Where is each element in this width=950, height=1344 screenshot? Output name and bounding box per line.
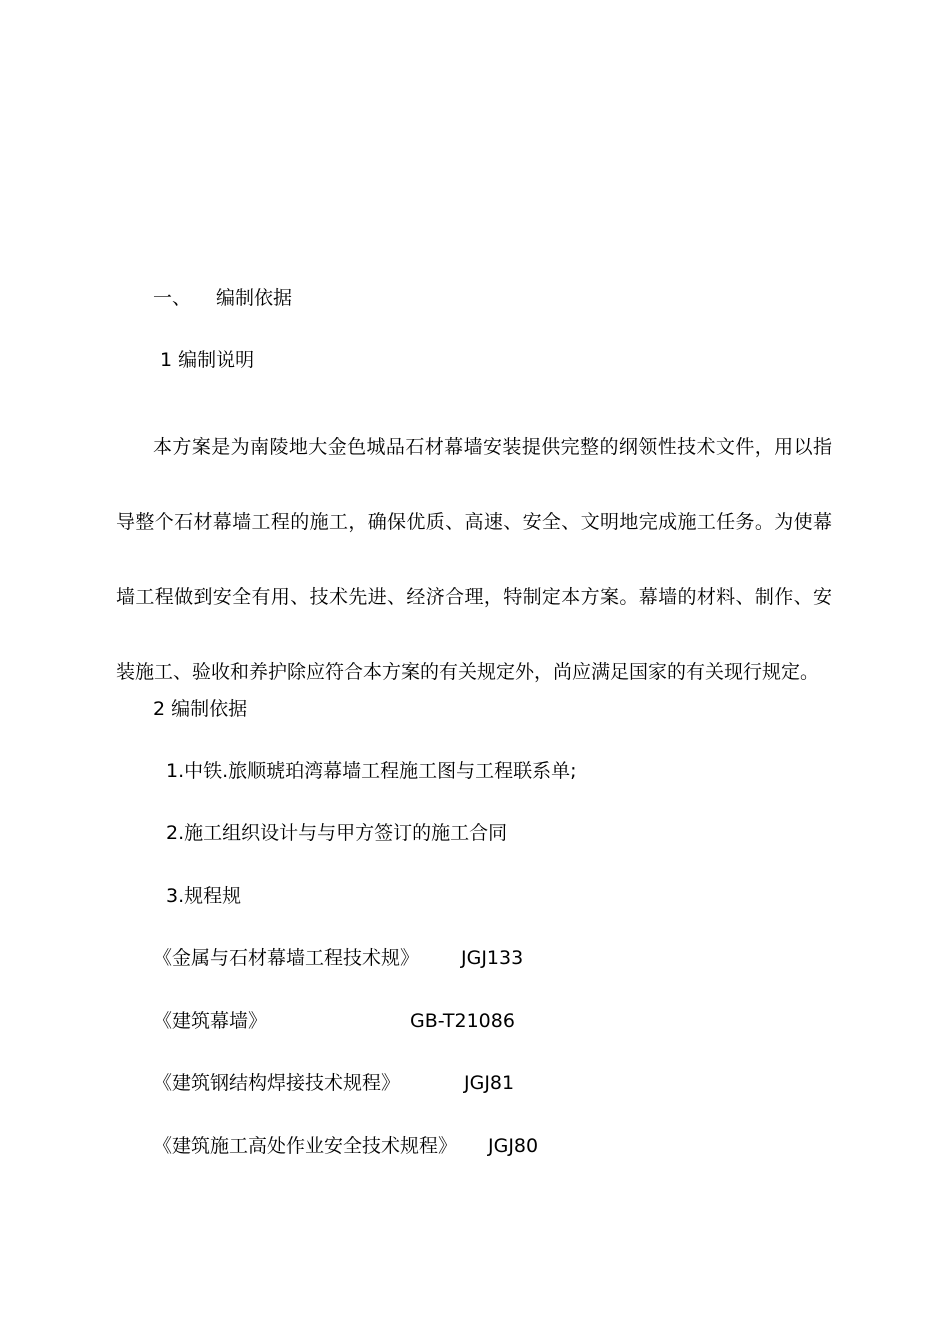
section-title: 编制依据 [216,287,293,309]
sub1-paragraph: 本方案是为南陵地大金色城品石材幕墙安装提供完整的纲领性技术文件，用以指导整个石材幕墙工程的施工，确保优质、高速、安全、文明地完成施工任务。为使幕墙工程做到安全有用、技术先进、经济合理，特制定本方案。幕墙的材料、制作、安装施工、验收和养护除应符合本方案的有关规定外，尚应满足国家的有关现行规定。 [116,436,832,683]
standard-code: JGJ80 [488,1135,539,1157]
list-item: 3.规程规 [166,885,242,907]
standard-name: 《建筑钢结构焊接技术规程》 [153,1072,401,1094]
standard-code: JGJ133 [461,947,524,969]
section-number: 一、 [153,287,192,309]
standard-name: 《建筑施工高处作业安全技术规程》 [153,1135,458,1157]
sub2-heading: 2 编制依据 [153,698,248,720]
standard-name: 《建筑幕墙》 [153,1010,268,1032]
standard-name: 《金属与石材幕墙工程技术规》 [153,947,420,969]
list-item: 1.中铁.旅顺琥珀湾幕墙工程施工图与工程联系单; [166,760,577,782]
standard-code: JGJ81 [464,1072,515,1094]
sub1-heading: 1 编制说明 [160,349,255,371]
list-item: 2.施工组织设计与与甲方签订的施工合同 [166,822,508,844]
standard-code: GB-T21086 [410,1010,515,1032]
